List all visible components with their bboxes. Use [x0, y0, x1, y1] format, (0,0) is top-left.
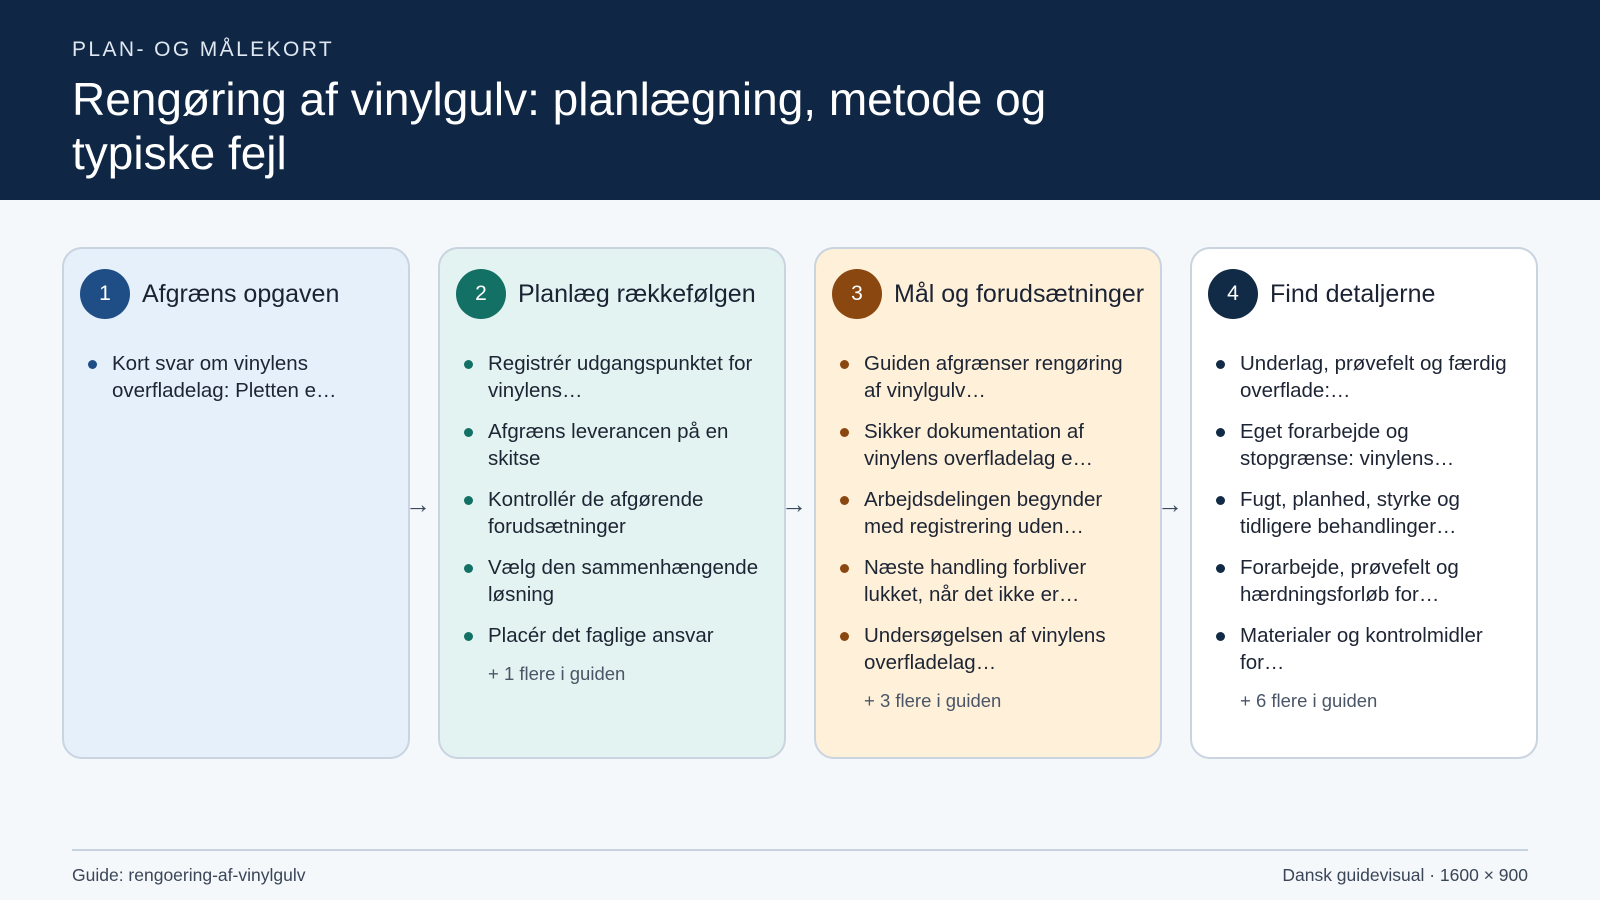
card-item-list [80, 350, 390, 404]
step-cards [62, 247, 1540, 759]
list-item [864, 350, 1142, 404]
list-item-text: Undersøgelsen af vinylens overfladelag… [864, 624, 1106, 674]
arrow-right-icon: → [781, 489, 807, 519]
step-card-1 [62, 247, 410, 759]
list-item-text: Sikker dokumentation af vinylens overfladelag e… [864, 420, 1094, 470]
step-number-badge: 2 [456, 269, 506, 319]
list-item [864, 418, 1142, 472]
card-item-list [1208, 350, 1518, 676]
step-card-3 [814, 247, 1162, 759]
bullet-icon [1216, 360, 1225, 369]
list-item-text: Afgræns leverancen på en skitse [488, 420, 729, 470]
bullet-icon [1216, 564, 1225, 573]
card-title: Afgræns opgaven [142, 279, 340, 308]
bullet-icon [464, 564, 473, 573]
more-in-guide-link[interactable]: + 6 flere i guiden [1240, 690, 1378, 711]
bullet-icon [464, 428, 473, 437]
card-title: Planlæg rækkefølgen [518, 279, 756, 308]
list-item-text: Guiden afgrænser rengøring af vinylgulv… [864, 352, 1123, 402]
list-item [488, 350, 766, 404]
step-number-badge: 4 [1208, 269, 1258, 319]
footer-caption: Dansk guidevisual · 1600 × 900 [1282, 865, 1528, 885]
bullet-icon [1216, 428, 1225, 437]
step-card-4 [1190, 247, 1538, 759]
list-item [488, 418, 766, 472]
list-item [864, 622, 1142, 676]
bullet-icon [1216, 496, 1225, 505]
list-item [864, 486, 1142, 540]
list-item [112, 350, 390, 404]
card-header [456, 268, 766, 320]
list-item-text: Fugt, planhed, styrke og tidligere behandlinger… [1240, 488, 1460, 538]
list-item [864, 554, 1142, 608]
bullet-icon [464, 632, 473, 641]
card-item-list [832, 350, 1142, 676]
card-item-list [456, 350, 766, 649]
list-item-text: Næste handling forbliver lukket, når det ikke er… [864, 556, 1087, 606]
footer-divider [72, 849, 1528, 851]
bullet-icon [464, 360, 473, 369]
list-item [1240, 418, 1518, 472]
arrow-right-icon: → [1157, 489, 1183, 519]
bullet-icon [464, 496, 473, 505]
list-item-text: Vælg den sammenhængende løsning [488, 556, 759, 606]
step-number-badge: 3 [832, 269, 882, 319]
footer-guide-slug: Guide: rengoering-af-vinylgulv [72, 865, 306, 885]
step-number-badge: 1 [80, 269, 130, 319]
list-item [1240, 622, 1518, 676]
bullet-icon [1216, 632, 1225, 641]
list-item [488, 486, 766, 540]
more-in-guide-link[interactable]: + 1 flere i guiden [488, 663, 626, 684]
list-item [1240, 486, 1518, 540]
list-item [488, 622, 766, 649]
bullet-icon [840, 360, 849, 369]
arrow-right-icon: → [405, 489, 431, 519]
list-item-text: Forarbejde, prøvefelt og hærdningsforløb for… [1240, 556, 1459, 606]
page-title: Rengøring af vinylgulv: planlægning, metode og typiske fejl [72, 73, 1047, 179]
card-header [832, 268, 1145, 320]
bullet-icon [840, 496, 849, 505]
card-title: Mål og forudsætninger [894, 279, 1145, 308]
list-item-text: Eget forarbejde og stopgrænse: vinylens… [1240, 420, 1455, 470]
list-item [1240, 554, 1518, 608]
list-item-text: Registrér udgangspunktet for vinylens… [488, 352, 753, 402]
more-in-guide-link[interactable]: + 3 flere i guiden [864, 690, 1002, 711]
eyebrow-label: PLAN- OG MÅLEKORT [72, 38, 335, 61]
header-banner [0, 0, 1600, 200]
bullet-icon [840, 428, 849, 437]
list-item-text: Materialer og kontrolmidler for… [1240, 624, 1483, 674]
card-title: Find detaljerne [1270, 279, 1436, 308]
list-item-text: Underlag, prøvefelt og færdig overflade:… [1240, 352, 1507, 402]
list-item-text: Arbejdsdelingen begynder med registrering uden… [864, 488, 1103, 538]
list-item [1240, 350, 1518, 404]
bullet-icon [88, 360, 97, 369]
list-item [488, 554, 766, 608]
list-item-text: Kort svar om vinylens overfladelag: Pletten e… [112, 352, 337, 402]
bullet-icon [840, 564, 849, 573]
list-item-text: Placér det faglige ansvar [488, 624, 714, 647]
bullet-icon [840, 632, 849, 641]
step-card-2 [438, 247, 786, 759]
card-header [1208, 268, 1518, 320]
list-item-text: Kontrollér de afgørende forudsætninger [488, 488, 704, 538]
card-header [80, 268, 390, 320]
